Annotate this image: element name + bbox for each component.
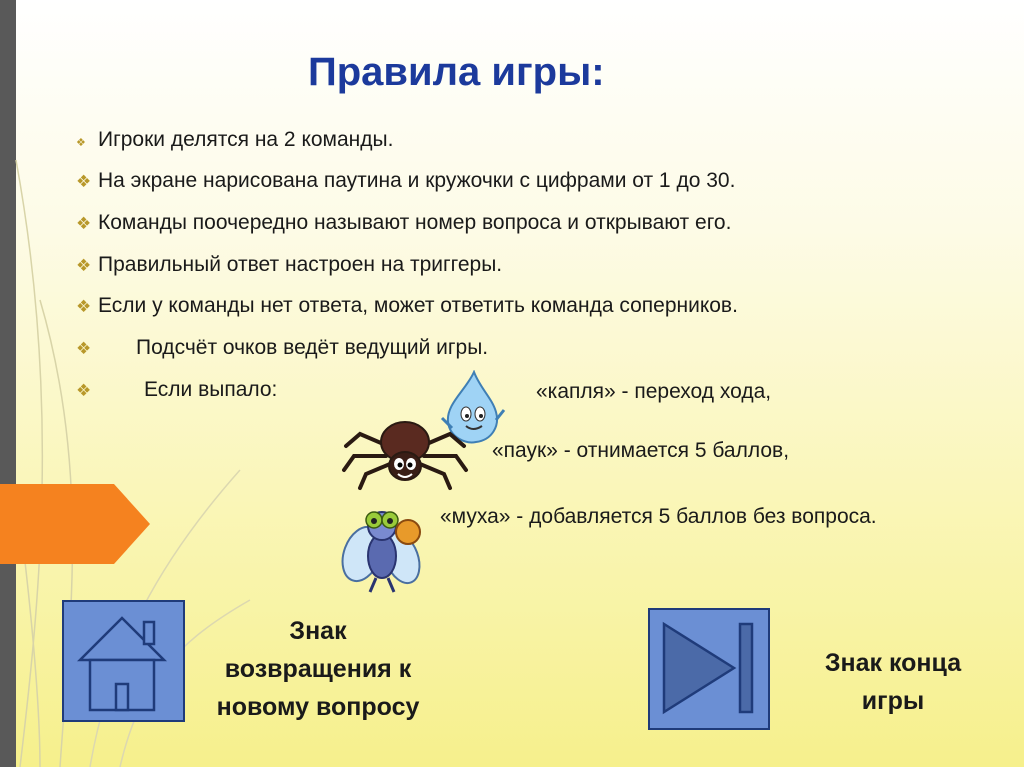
rule-text: Команды поочередно называют номер вопроса и открывают его. bbox=[98, 211, 732, 234]
fly-icon bbox=[340, 496, 430, 596]
caption-line: новому вопросу bbox=[216, 693, 420, 721]
rule-text: Если выпало: bbox=[144, 378, 278, 401]
bullet-icon: ❖ bbox=[76, 339, 92, 358]
bullet-icon: ❖ bbox=[76, 381, 92, 400]
home-button-caption bbox=[186, 612, 450, 726]
bullet-icon: ❖ bbox=[76, 214, 92, 233]
rule-text: Правильный ответ настроен на триггеры. bbox=[98, 253, 503, 276]
caption-line: Знак bbox=[289, 617, 347, 645]
rule-text: На экране нарисована паутина и кружочки с цифрами от 1 до 30. bbox=[98, 169, 736, 192]
slide-title: Правила игры: bbox=[308, 50, 605, 94]
bullet-icon: ❖ bbox=[76, 297, 92, 316]
caption-line: игры bbox=[861, 687, 925, 715]
end-button-caption bbox=[790, 644, 996, 720]
spider-icon bbox=[340, 412, 470, 492]
rule-text: Подсчёт очков ведёт ведущий игры. bbox=[136, 336, 489, 359]
end-game-button[interactable] bbox=[648, 608, 770, 730]
home-icon bbox=[64, 602, 183, 720]
caption-line: возвращения к bbox=[224, 655, 412, 683]
legend-spider: «паук» - отнимается 5 баллов, bbox=[492, 439, 790, 462]
home-button[interactable] bbox=[62, 600, 185, 722]
bullet-icon: ❖ bbox=[76, 256, 92, 275]
caption-line: Знак конца bbox=[824, 649, 962, 677]
play-end-icon bbox=[650, 610, 768, 728]
bullet-icon: ❖ bbox=[76, 172, 92, 191]
legend-drop: «капля» - переход хода, bbox=[536, 380, 772, 403]
rule-text: Если у команды нет ответа, может ответить команда соперников. bbox=[98, 294, 738, 317]
bullet-icon: ❖ bbox=[76, 137, 86, 149]
legend-fly: «муха» - добавляется 5 баллов без вопроса. bbox=[440, 505, 877, 528]
rule-text: Игроки делятся на 2 команды. bbox=[98, 128, 394, 151]
